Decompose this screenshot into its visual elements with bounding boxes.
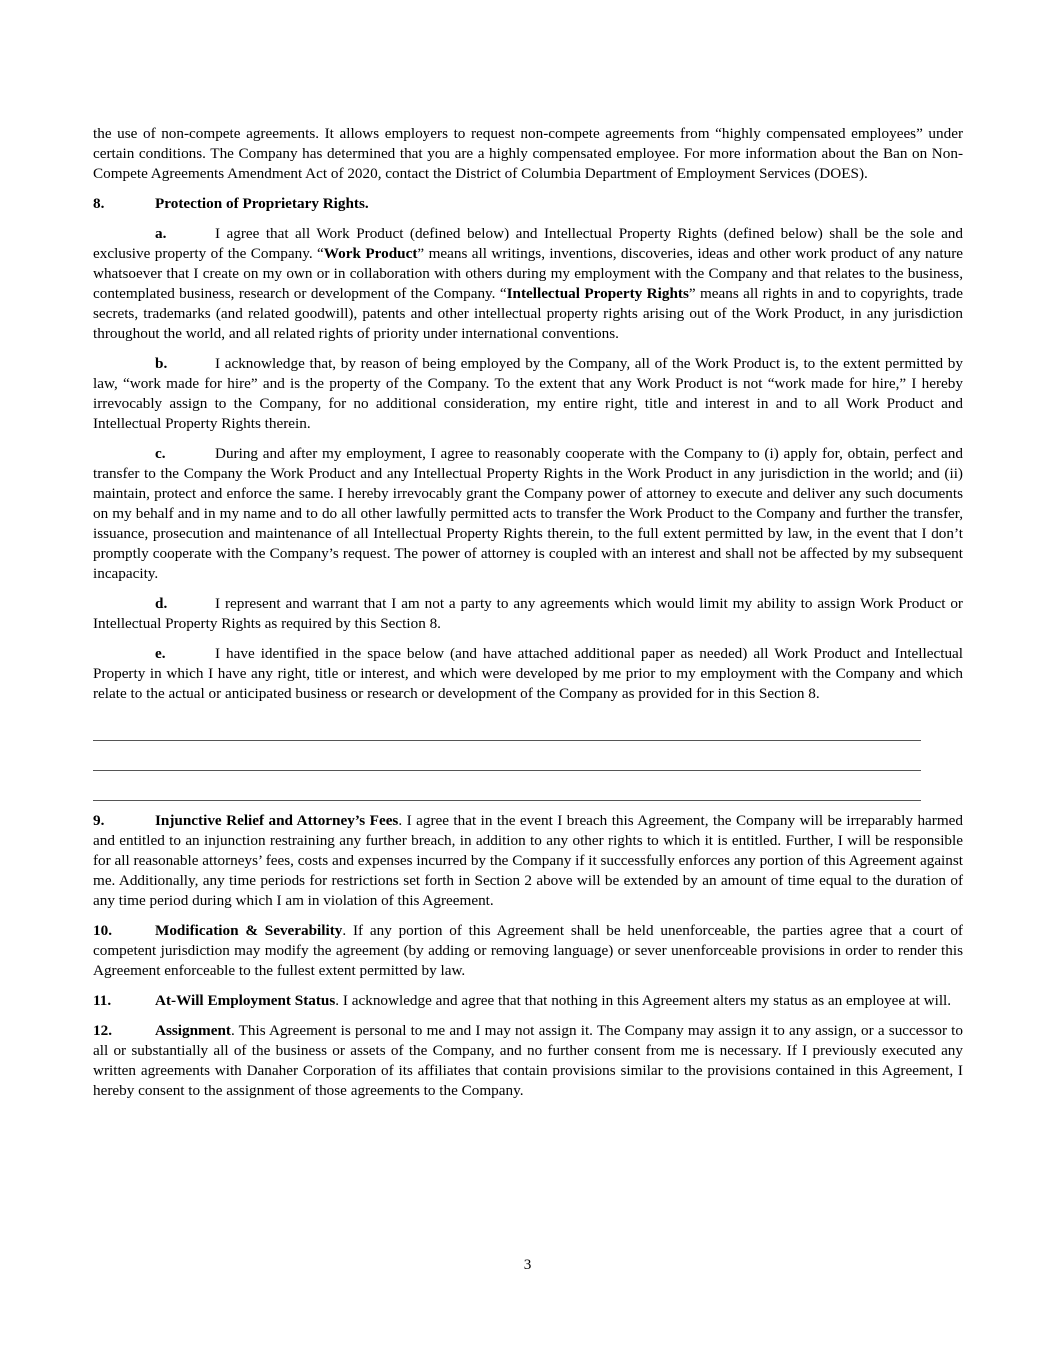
- page-number: 3: [523, 1256, 532, 1273]
- section-8d-letter: d.: [155, 595, 168, 612]
- section-8c-letter: c.: [155, 445, 166, 462]
- section-8e-text: I have identified in the space below (and have attached additional paper as needed) all Work Product and Intellectual Property in which I have any right, title or interest, and which were developed by me prior to my employment with the Company and which relate to the actual or anticipated business or research or development of the Company as provided for in this Section 8.: [93, 645, 963, 702]
- section-12-text: . This Agreement is personal to me and I may not assign it. The Company may assign it to any assign, or a successor to all or substantially all of the business or assets of the Company, and no further consent from me is necessary. If I previously executed any written agreements with Danaher Corporation of its affiliates that contain provisions similar to the provisions contained in this Agreement, I hereby consent to the assignment of those agreements to the Company.: [93, 1022, 963, 1099]
- section-8b-text: I acknowledge that, by reason of being employed by the Company, all of the Work Product is, to the extent permitted by law, “work made for hire” and is the property of the Company. To the extent that any Work Product is not “work made for hire,” I hereby irrevocably assign to the Company, for no additional consideration, my entire right, title and interest in and to all Work Product and Intellectual Property Rights therein.: [93, 355, 963, 432]
- section-8a-paragraph: [93, 224, 963, 344]
- intro-paragraph: the use of non-compete agreements. It allows employers to request non-compete agreements from “highly compensated employees” under certain conditions. The Company has determined that you are a highly compensated employee. For more information about the Ban on Non-Compete Agreements Amendment Act of 2020, contact the District of Columbia Department of Employment Services (DOES).: [93, 125, 963, 182]
- section-8a-letter: a.: [155, 225, 167, 242]
- section-9-title: Injunctive Relief and Attorney’s Fees: [155, 812, 399, 829]
- section-12-title: Assignment: [155, 1022, 231, 1039]
- section-9-paragraph: [93, 811, 963, 911]
- section-8-heading: [93, 194, 963, 214]
- blank-line[interactable]: [93, 740, 921, 741]
- section-12-number: 12.: [93, 1022, 112, 1039]
- section-10-title: Modification & Severability: [155, 922, 343, 939]
- section-12-paragraph: [93, 1021, 963, 1101]
- document-page: [93, 124, 963, 1111]
- blank-line[interactable]: [93, 770, 921, 771]
- section-8a-text-2: ” means all writings, inventions, discoveries, ideas and other work product of any nature whatsoever that I create on my own or in collaboration with others during my employment with the Company and that relates to the business, contemplated business, research or development of the Company. “: [93, 245, 963, 302]
- section-11-paragraph: [93, 991, 963, 1011]
- section-10-paragraph: [93, 921, 963, 981]
- section-8-title: Protection of Proprietary Rights.: [155, 195, 369, 212]
- term-ip-rights: Intellectual Property Rights: [506, 285, 689, 302]
- section-11-title: At-Will Employment Status: [155, 992, 336, 1009]
- section-8a-text-3: ” means all rights in and to copyrights, trade secrets, trademarks (and related goodwill), patents and other intellectual property rights arising out of the Work Product, in any jurisdiction throughout the world, and all related rights of priority under international conventions.: [93, 285, 964, 342]
- section-9-text: . I agree that in the event I breach this Agreement, the Company will be irreparably harmed and entitled to an injunction restraining any further breach, in addition to any other rights to which it is entitled. Further, I will be responsible for all reasonable attorneys’ fees, costs and expenses incurred by the Company if it successfully enforces any portion of this Agreement against me. Additionally, any time periods for restrictions set forth in Section 2 above will be extended by an amount of time equal to the duration of any time period during which I am in violation of this Agreement.: [93, 812, 963, 909]
- section-8e-letter: e.: [155, 645, 166, 662]
- section-8c-text: During and after my employment, I agree to reasonably cooperate with the Company to (i) apply for, obtain, perfect and transfer to the Company the Work Product and any Intellectual Property Rights in the Work Product in any jurisdiction in the world; and (ii) maintain, protect and enforce the same. I hereby irrevocably grant the Company power of attorney to execute and deliver any such documents on my behalf and in my name and to do all other lawfully permitted acts to transfer the Work Product to the Company and further the transfer, issuance, prosecution and maintenance of all Intellectual Property Rights therein, to the full extent permitted by law, in the event that I don’t promptly cooperate with the Company’s request. The power of attorney is coupled with an interest and shall not be affected by my subsequent incapacity.: [93, 445, 963, 582]
- section-8d-paragraph: [93, 594, 963, 634]
- section-8e-paragraph: [93, 644, 963, 704]
- section-10-number: 10.: [93, 922, 112, 939]
- section-11-text: . I acknowledge and agree that that nothing in this Agreement alters my status as an employee at will.: [335, 992, 952, 1009]
- section-8d-text: I represent and warrant that I am not a party to any agreements which would limit my ability to assign Work Product or Intellectual Property Rights as required by this Section 8.: [93, 595, 963, 632]
- section-8a-text-1: I agree that all Work Product (defined below) and Intellectual Property Rights (defined below) shall be the sole and exclusive property of the Company. “: [93, 225, 963, 262]
- section-9-number: 9.: [93, 812, 105, 829]
- section-8b-letter: b.: [155, 355, 168, 372]
- section-8b-paragraph: [93, 354, 963, 434]
- blank-line[interactable]: [93, 800, 921, 801]
- section-8-number: 8.: [93, 195, 105, 212]
- section-10-text: . If any portion of this Agreement shall be held unenforceable, the parties agree that a court of competent jurisdiction may modify the agreement (by adding or removing language) or sever unenforceable provisions in order to render this Agreement enforceable to the fullest extent permitted by law.: [93, 922, 963, 979]
- term-work-product: Work Product: [323, 245, 418, 262]
- section-8c-paragraph: [93, 444, 963, 584]
- prior-work-blank-lines: [93, 740, 963, 801]
- section-11-number: 11.: [93, 992, 112, 1009]
